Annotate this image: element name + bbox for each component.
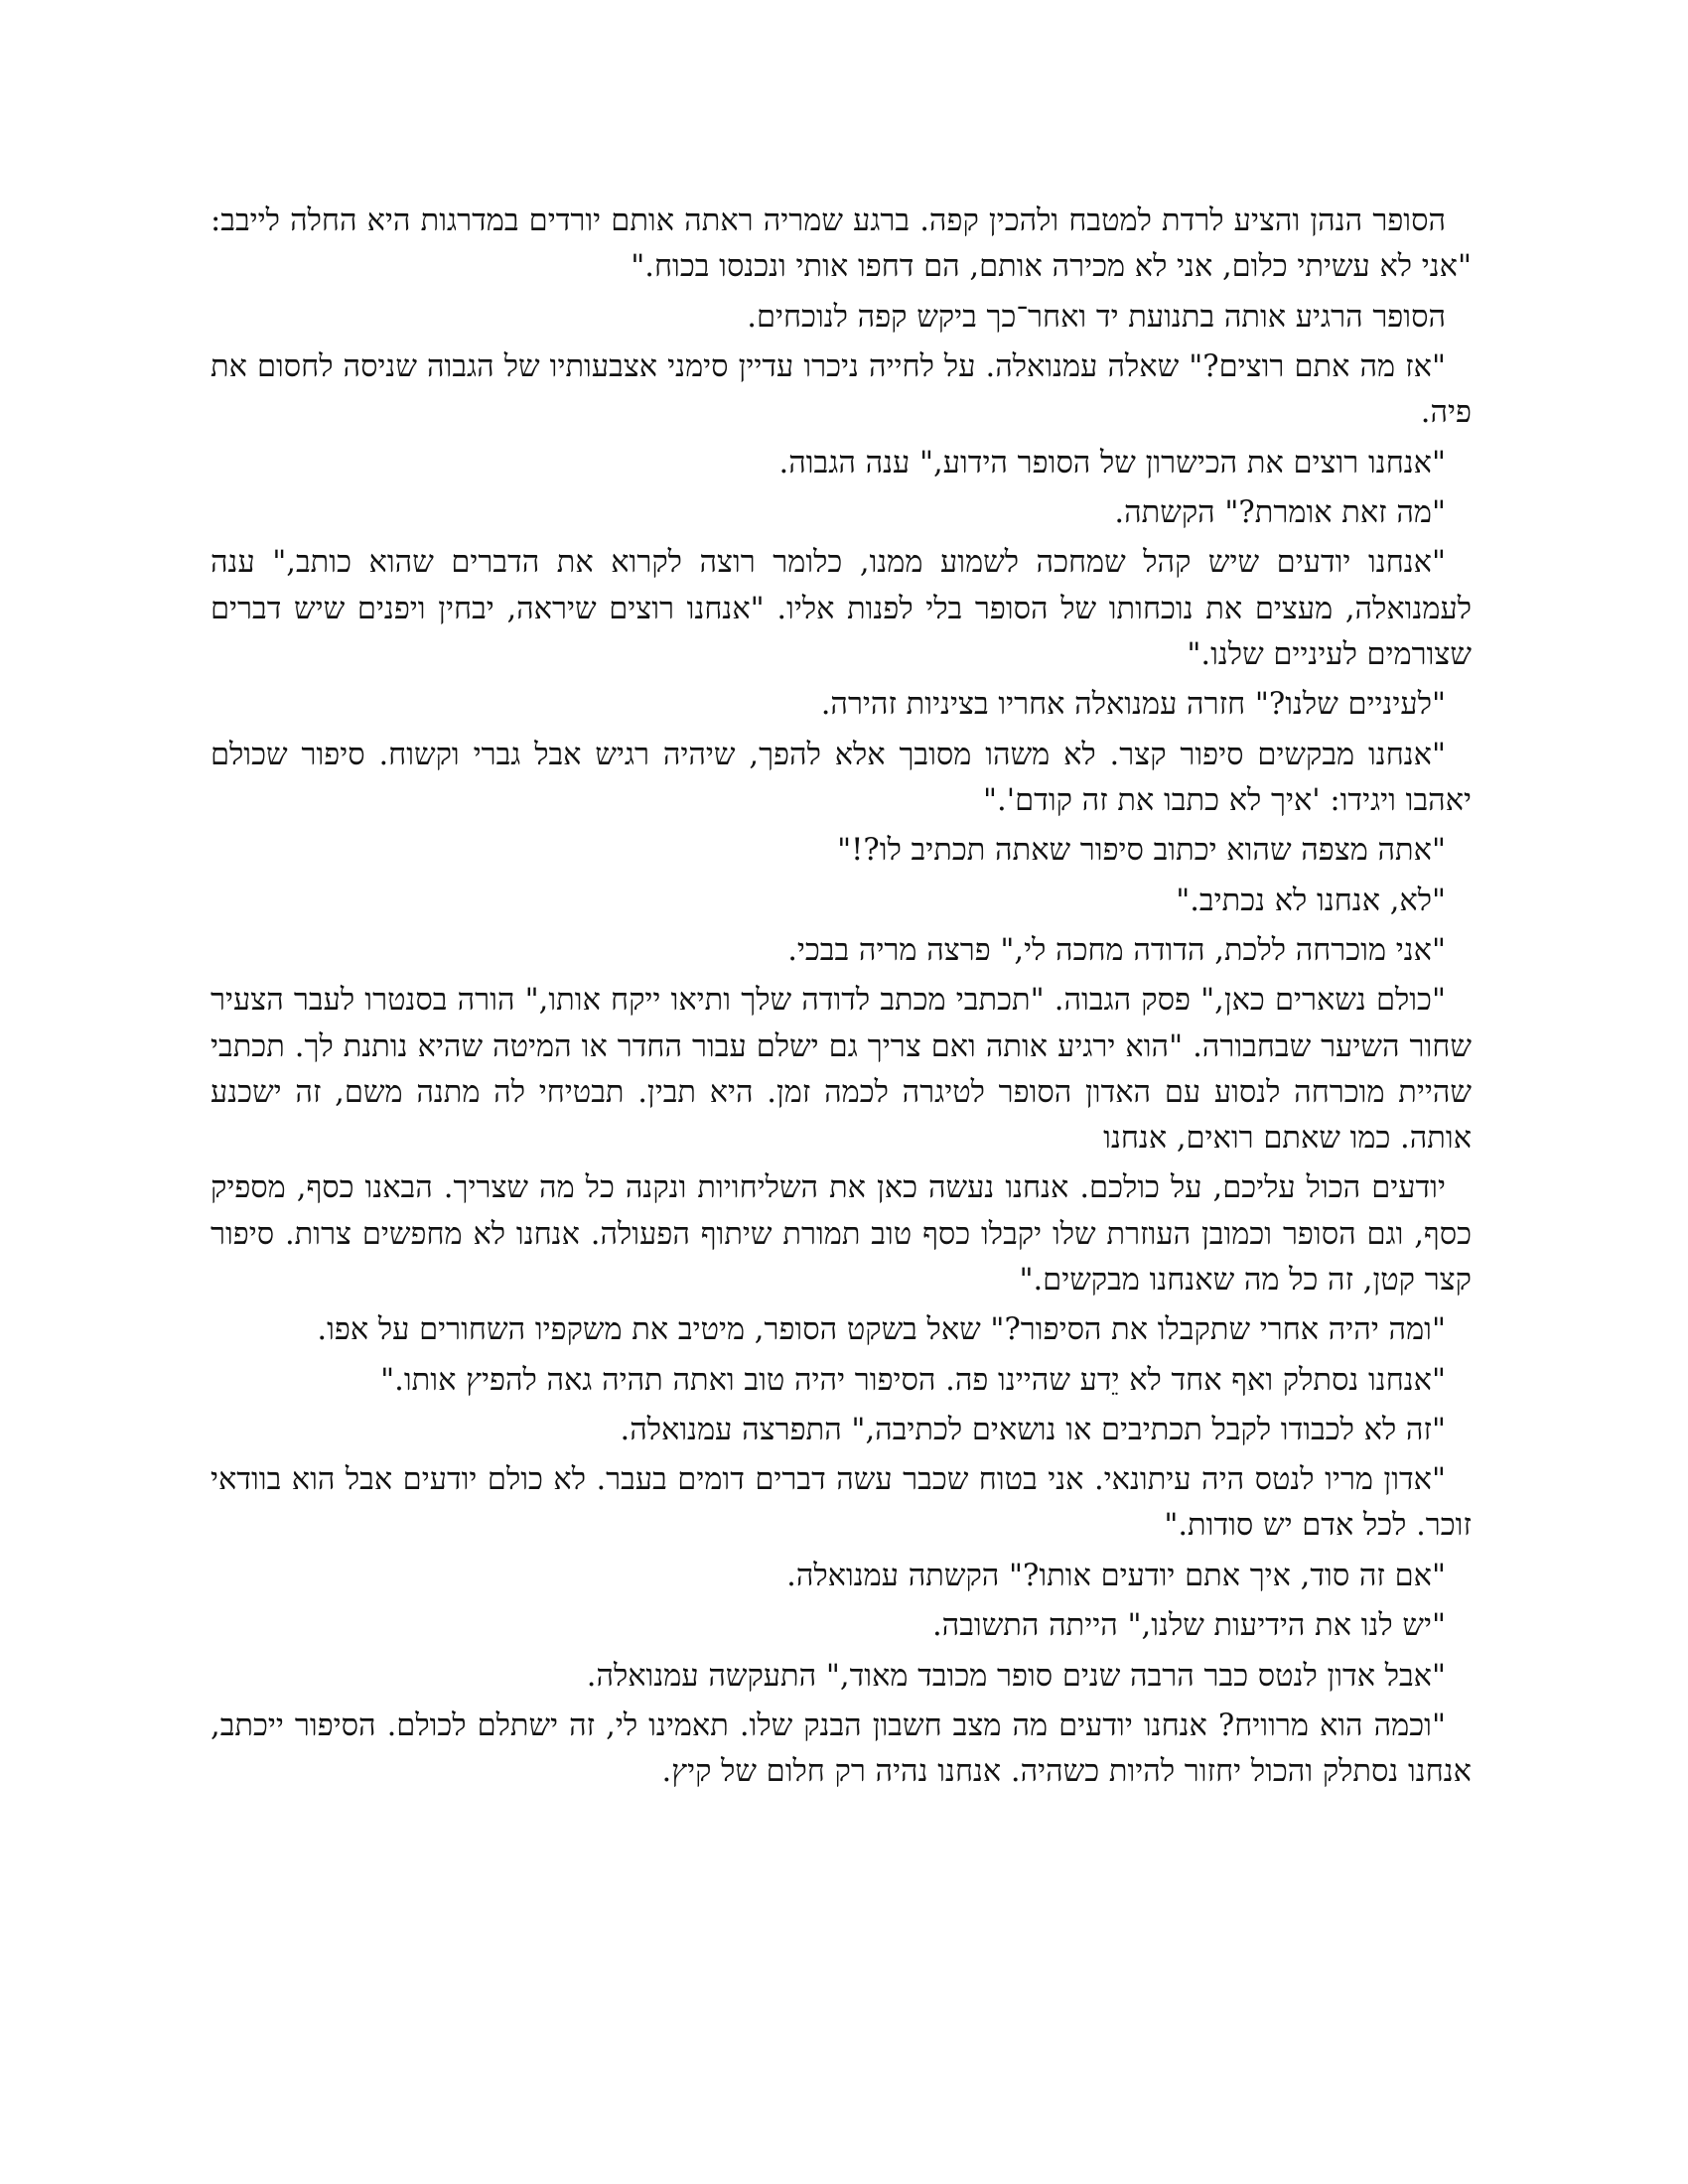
paragraph-10: "לא, אנחנו לא נכתיב.": [1176, 883, 1446, 918]
paragraph-6: "אנחנו יודעים שיש קהל שמחכה לשמוע ממנו, כלומר רוצה לקרוא את הדברים שהוא כותב," ענה לעמנואלה, מעצים את נוכחותו של הסופר בלי לפנות אליו. "אנחנו רוצים שיראה, יבחין ויפנים שיש דברים שצורמים לעיניים שלנו.": [211, 545, 1472, 672]
paragraph-8: "אנחנו מבקשים סיפור קצר. לא משהו מסובך אלא להפך, שיהיה רגיש אבל גברי וקשוח. סיפור שכולם יאהבו ויגידו: 'איך לא כתבו את זה קודם'.": [211, 737, 1472, 818]
paragraph-20: "אבל אדון לנטס כבר הרבה שנים סופר מכובד מאוד," התעקשה עמנואלה.: [586, 1658, 1446, 1694]
paragraph-17: "אדון מריו לנטס היה עיתונאי. אני בטוח שכבר עשה דברים דומים בעבר. לא כולם יודעים אבל הוא בוודאי זוכר. לכל אדם יש סודות.": [211, 1462, 1472, 1544]
paragraph-21: "וכמה הוא מרוויח? אנחנו יודעים מה מצב חשבון הבנק שלו. תאמינו לי, זה ישתלם לכולם. הסיפור ייכתב, אנחנו נסתלק והכול יחזור להיות כשהיה. אנחנו נהיה רק חלום של קיץ.: [211, 1708, 1472, 1790]
paragraph-13: יודעים הכול עליכם, על כולכם. אנחנו נעשה כאן את השליחויות ונקנה כל מה שצריך. הבאנו כסף, מספיק כסף, וגם הסופר וכמובן העוזרת שלו יקבלו כסף טוב תמורת שיתוף הפעולה. אנחנו לא מחפשים צרות. סיפור קצר קטן, זה כל מה שאנחנו מבקשים.": [211, 1170, 1472, 1297]
paragraph-19: "יש לנו את הידיעות שלנו," הייתה התשובה.: [931, 1608, 1446, 1644]
paragraph-18: "אם זה סוד, איך אתם יודעים אותו?" הקשתה עמנואלה.: [786, 1558, 1446, 1593]
paragraph-12: "כולם נשארים כאן," פסק הגבוה. "תכתבי מכתב לדודה שלך ותיאו ייקח אותו," הורה בסנטרו לעבר הצעיר שחור השיער שבחבורה. "הוא ירגיע אותה ואם צריך גם ישלם עבור החדר או המיטה שהיא נותנת לך. תכתבי שהיית מוכרחה לנסוע עם האדון הסופר לטיגרה לכמה זמן. היא תבין. תבטיחי לה מתנה משם, זה ישכנע אותה. כמו שאתם רואים, אנחנו: [211, 983, 1472, 1156]
paragraph-7: "לעיניים שלנו?" חזרה עמנואלה אחריו בציניות זהירה.: [820, 687, 1446, 723]
paragraph-9: "אתה מצפה שהוא יכתוב סיפור שאתה תכתיב לו?!": [837, 833, 1446, 869]
paragraph-1: הסופר הנהן והציע לרדת למטבח ולהכין קפה. ברגע שמריה ראתה אותם יורדים במדרגות היא החלה לייבב: "אני לא עשיתי כלום, אני לא מכירה אותם, הם דחפו אותי ונכנסו בכוח.": [211, 204, 1472, 285]
paragraph-3: "אז מה אתם רוצים?" שאלה עמנואלה. על לחייה ניכרו עדיין סימני אצבעותיו של הגבוה שניסה לחסום את פיה.: [211, 348, 1472, 431]
paragraph-15: "אנחנו נסתלק ואף אחד לא יֵדע שהיינו פה. הסיפור יהיה טוב ואתה תהיה גאה להפיץ אותו.": [380, 1362, 1446, 1398]
paragraph-4: "אנחנו רוצים את הכישרון של הסופר הידוע," ענה הגבוה.: [778, 445, 1446, 480]
paragraph-5: "מה זאת אומרת?" הקשתה.: [1114, 494, 1446, 530]
paragraph-16: "זה לא לכבודו לקבל תכתיבים או נושאים לכתיבה," התפרצה עמנואלה.: [620, 1412, 1446, 1447]
paragraph-14: "ומה יהיה אחרי שתקבלו את הסיפור?" שאל בשקט הסופר, מיטיב את משקפיו השחורים על אפו.: [317, 1312, 1446, 1348]
paragraph-11: "אני מוכרחה ללכת, הדודה מחכה לי," פרצה מריה בבכי.: [787, 932, 1446, 968]
body-text: [211, 199, 1472, 1800]
paragraph-2: הסופר הרגיע אותה בתנועת יד ואחר־כך ביקש קפה לנוכחים.: [747, 299, 1446, 335]
